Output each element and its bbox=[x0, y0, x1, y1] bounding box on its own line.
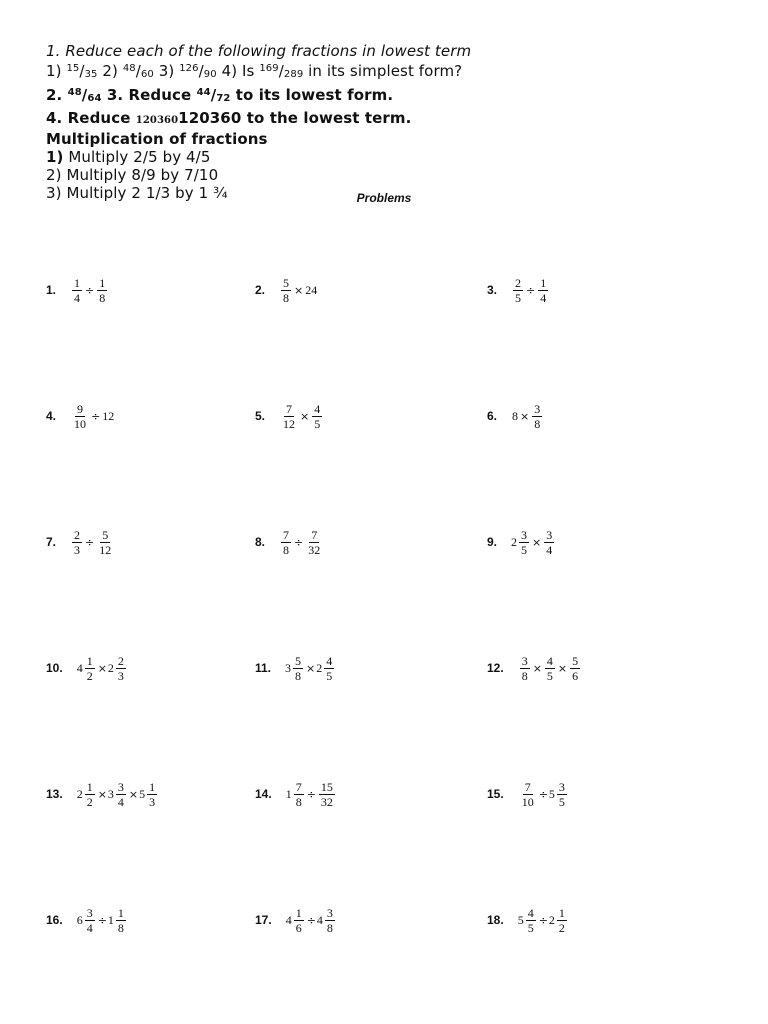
fraction-numerator: 5 bbox=[295, 653, 302, 668]
fraction bbox=[520, 655, 530, 682]
fraction-numerator: 3 bbox=[558, 779, 565, 794]
instruction-line-7 bbox=[46, 166, 746, 184]
multiply-sign: × bbox=[294, 283, 304, 297]
fraction-numerator: 1 bbox=[86, 779, 93, 794]
problem-number: 11. bbox=[255, 661, 272, 675]
problem-expression bbox=[511, 529, 556, 556]
fraction-numerator: 1 bbox=[540, 275, 547, 290]
multiply-sign: × bbox=[306, 661, 316, 675]
fraction-denominator: 2 bbox=[86, 794, 93, 809]
fraction bbox=[557, 907, 567, 934]
problem-number: 15. bbox=[487, 787, 504, 801]
divide-sign: ÷ bbox=[306, 913, 316, 927]
problem-expression bbox=[285, 655, 336, 682]
item-label: 3) bbox=[153, 62, 180, 81]
fraction bbox=[97, 277, 107, 304]
fraction-numerator: 7 bbox=[311, 527, 318, 542]
fraction-numerator: 7 bbox=[283, 527, 290, 542]
mixed-whole-part: 3 bbox=[285, 660, 292, 675]
divide-sign: ÷ bbox=[85, 535, 95, 549]
fraction-denominator: 8 bbox=[534, 416, 541, 431]
problem-expression bbox=[286, 907, 337, 934]
multiply-sign: × bbox=[557, 661, 568, 675]
fraction-denominator: 32 bbox=[308, 542, 321, 557]
fraction-denominator: 4 bbox=[117, 794, 124, 809]
problem-expression bbox=[511, 277, 550, 304]
item-label: 4. Reduce bbox=[46, 108, 136, 127]
fraction-denominator: 5 bbox=[314, 416, 321, 431]
fraction-denominator: 5 bbox=[521, 542, 528, 557]
problem-number: 7. bbox=[46, 535, 57, 549]
mixed-whole-part: 2 bbox=[511, 534, 518, 549]
problem-number: 3. bbox=[487, 283, 498, 297]
fraction-denominator: 35 bbox=[84, 69, 98, 81]
item-label: 2. bbox=[46, 86, 68, 105]
fraction-denominator: 2 bbox=[558, 920, 565, 935]
fraction-denominator: 4 bbox=[86, 920, 93, 935]
question-text: in its simplest form? bbox=[303, 62, 463, 81]
fraction bbox=[72, 403, 88, 430]
fraction-denominator: 64 bbox=[87, 93, 102, 105]
problem-number: 12. bbox=[487, 661, 504, 675]
fraction bbox=[294, 781, 304, 808]
fraction bbox=[520, 781, 536, 808]
instruction-text: 1. Reduce each of the following fractions in lowest term bbox=[46, 42, 472, 60]
problem-expression bbox=[511, 403, 544, 430]
mixed-whole-part: 5 bbox=[139, 786, 146, 801]
instruction-line-2: 1) $^{15}$/35 2) $^{48}$/60 3) $^{126}$/90 4) Is $^{169}$/289 in its simplest form? bbox=[46, 62, 463, 81]
question-text: 2) Multiply 8/9 by 7/10 bbox=[46, 166, 219, 185]
divide-sign: ÷ bbox=[538, 913, 548, 927]
fraction-numerator: 1 bbox=[558, 905, 565, 920]
fraction bbox=[85, 907, 95, 934]
fraction-numerator: 3 bbox=[546, 527, 553, 542]
problem-expression bbox=[70, 277, 109, 304]
fraction bbox=[306, 529, 322, 556]
fraction-numerator: 126 bbox=[179, 63, 199, 75]
problem-number: 1. bbox=[46, 283, 57, 297]
fraction-denominator: 32 bbox=[320, 794, 333, 809]
fraction-numerator: 1 bbox=[149, 779, 156, 794]
fraction-numerator: 3 bbox=[326, 905, 333, 920]
fraction-denominator: 60 bbox=[140, 69, 154, 81]
question-text: 120360 to the lowest term. bbox=[178, 108, 412, 127]
fraction-denominator: 5 bbox=[558, 794, 565, 809]
instruction-line-6 bbox=[46, 148, 746, 166]
fraction-denominator: 8 bbox=[283, 290, 290, 305]
fraction bbox=[526, 907, 536, 934]
problem-expression bbox=[279, 403, 324, 430]
fraction-denominator: 3 bbox=[149, 794, 156, 809]
fraction-numerator: 7 bbox=[295, 779, 302, 794]
fraction-denominator: 8 bbox=[99, 290, 106, 305]
mixed-whole-part: 1 bbox=[285, 786, 292, 801]
problem-item bbox=[487, 774, 569, 814]
divide-sign: ÷ bbox=[85, 283, 95, 297]
fraction-denominator: 5 bbox=[546, 668, 553, 683]
multiply-sign: × bbox=[97, 787, 107, 801]
instruction-line-4 bbox=[46, 109, 746, 130]
mixed-whole-part: 4 bbox=[76, 660, 83, 675]
problem-item bbox=[487, 270, 550, 310]
divide-sign: ÷ bbox=[97, 913, 107, 927]
problem-item bbox=[255, 648, 336, 688]
section-heading-text: Multiplication of fractions bbox=[46, 129, 268, 148]
fraction-numerator: 7 bbox=[286, 401, 293, 416]
mixed-whole-part: 4 bbox=[285, 912, 292, 927]
multiply-sign: × bbox=[128, 787, 139, 801]
fraction-numerator: 1 bbox=[86, 653, 93, 668]
mixed-whole-part: 6 bbox=[76, 912, 83, 927]
problem-item bbox=[255, 270, 318, 310]
fraction bbox=[513, 277, 523, 304]
multiply-sign: × bbox=[520, 409, 530, 423]
fraction-denominator: 8 bbox=[295, 668, 302, 683]
fraction-numerator: 5 bbox=[283, 275, 290, 290]
fraction-denominator: 5 bbox=[515, 290, 522, 305]
fraction bbox=[538, 277, 548, 304]
fraction-numerator: 1 bbox=[295, 905, 302, 920]
fraction-denominator: 8 bbox=[117, 920, 124, 935]
fraction-denominator: 5 bbox=[527, 920, 534, 935]
fraction-denominator: 6 bbox=[295, 920, 302, 935]
mixed-whole-part: 2 bbox=[107, 660, 114, 675]
fraction-denominator: 90 bbox=[203, 69, 217, 81]
problem-item bbox=[487, 522, 556, 562]
problem-number: 5. bbox=[255, 409, 266, 423]
item-label: 1) bbox=[46, 62, 67, 81]
fraction bbox=[319, 781, 335, 808]
fraction-numerator: 4 bbox=[527, 905, 534, 920]
problem-item bbox=[255, 522, 324, 562]
multiply-sign: × bbox=[97, 661, 107, 675]
fraction-numerator: 2 bbox=[74, 527, 81, 542]
fraction-denominator: 12 bbox=[283, 416, 296, 431]
fraction-numerator: 2 bbox=[117, 653, 124, 668]
fraction bbox=[294, 907, 304, 934]
problem-item bbox=[46, 648, 128, 688]
fraction bbox=[85, 655, 95, 682]
fraction bbox=[312, 403, 322, 430]
fraction-numerator: 2 bbox=[515, 275, 522, 290]
fraction-numerator: 15 bbox=[66, 63, 80, 75]
problem-expression bbox=[286, 781, 337, 808]
fraction bbox=[281, 529, 291, 556]
fraction-denominator: 4 bbox=[546, 542, 553, 557]
question-text: Multiply 2/5 by 4/5 bbox=[63, 148, 211, 167]
fraction-numerator: 1 bbox=[117, 905, 124, 920]
fraction-numerator: 169 bbox=[259, 63, 279, 75]
mixed-whole-part: 1 bbox=[107, 912, 114, 927]
fraction-numerator: 44 bbox=[196, 87, 211, 99]
fraction-denominator: 6 bbox=[572, 668, 579, 683]
fraction bbox=[293, 655, 303, 682]
whole-number: 12 bbox=[102, 408, 115, 423]
problem-item bbox=[255, 774, 337, 814]
small-number: 120360 bbox=[135, 114, 179, 126]
item-label: 2) bbox=[97, 62, 123, 81]
fraction bbox=[532, 403, 542, 430]
fraction-denominator: 3 bbox=[117, 668, 124, 683]
fraction bbox=[85, 781, 95, 808]
fraction-numerator: 1 bbox=[74, 275, 81, 290]
problem-expression bbox=[70, 403, 115, 430]
problem-number: 14. bbox=[255, 787, 272, 801]
problem-number: 13. bbox=[46, 787, 63, 801]
fraction bbox=[545, 655, 555, 682]
fraction bbox=[116, 907, 126, 934]
fraction bbox=[324, 655, 334, 682]
problem-expression bbox=[279, 277, 318, 304]
question-text: 3) Multiply 2 1/3 by 1 ¾ bbox=[46, 184, 228, 203]
fraction-denominator: 8 bbox=[326, 920, 333, 935]
fraction-denominator: 12 bbox=[99, 542, 112, 557]
problem-expression bbox=[279, 529, 324, 556]
problem-expression bbox=[70, 529, 115, 556]
problem-item bbox=[255, 396, 324, 436]
fraction-denominator: 8 bbox=[295, 794, 302, 809]
fraction bbox=[519, 529, 529, 556]
divide-sign: ÷ bbox=[91, 409, 101, 423]
item-label: 3. Reduce bbox=[101, 86, 197, 105]
problem-item bbox=[487, 900, 569, 940]
fraction bbox=[72, 529, 82, 556]
multiply-sign: × bbox=[300, 409, 310, 423]
problem-expression bbox=[518, 781, 569, 808]
problem-number: 17. bbox=[255, 913, 272, 927]
divide-sign: ÷ bbox=[538, 787, 548, 801]
divide-sign: ÷ bbox=[294, 535, 304, 549]
fraction bbox=[116, 781, 126, 808]
fraction-numerator: 3 bbox=[521, 653, 528, 668]
item-label: 4) Is bbox=[216, 62, 260, 81]
fraction-numerator: 4 bbox=[326, 653, 333, 668]
fraction-numerator: 3 bbox=[117, 779, 124, 794]
problem-number: 10. bbox=[46, 661, 63, 675]
fraction bbox=[72, 277, 82, 304]
fraction bbox=[281, 277, 291, 304]
problem-item bbox=[46, 270, 109, 310]
problem-item bbox=[46, 396, 115, 436]
fraction-numerator: 5 bbox=[102, 527, 109, 542]
fraction bbox=[97, 529, 113, 556]
multiply-sign: × bbox=[532, 661, 542, 675]
problem-number: 8. bbox=[255, 535, 266, 549]
multiply-sign: × bbox=[532, 535, 542, 549]
instructions-header bbox=[46, 42, 746, 203]
fraction-numerator: 9 bbox=[77, 401, 84, 416]
problem-item bbox=[46, 522, 115, 562]
question-text: to its lowest form. bbox=[230, 86, 394, 105]
problem-number: 6. bbox=[487, 409, 498, 423]
fraction-numerator: 15 bbox=[320, 779, 333, 794]
problem-number: 16. bbox=[46, 913, 63, 927]
fraction-numerator: 3 bbox=[534, 401, 541, 416]
problem-item bbox=[487, 396, 544, 436]
fraction-numerator: 4 bbox=[314, 401, 321, 416]
problem-number: 4. bbox=[46, 409, 57, 423]
item-label: 1) bbox=[46, 148, 64, 167]
instruction-line-1 bbox=[46, 42, 746, 60]
mixed-whole-part: 2 bbox=[316, 660, 323, 675]
problem-number: 2. bbox=[255, 283, 266, 297]
problem-item bbox=[46, 774, 159, 814]
fraction-denominator: 2 bbox=[86, 668, 93, 683]
problem-expression bbox=[518, 907, 569, 934]
fraction-numerator: 4 bbox=[546, 653, 553, 668]
problem-expression bbox=[77, 781, 159, 808]
problem-item bbox=[487, 648, 582, 688]
fraction-denominator: 289 bbox=[283, 69, 304, 81]
section-heading bbox=[46, 130, 746, 148]
problem-item bbox=[255, 900, 337, 940]
fraction-denominator: 8 bbox=[283, 542, 290, 557]
whole-number: 8 bbox=[512, 408, 519, 423]
fraction-denominator: 4 bbox=[540, 290, 547, 305]
fraction-denominator: 5 bbox=[326, 668, 333, 683]
mixed-whole-part: 3 bbox=[107, 786, 114, 801]
problem-expression bbox=[77, 655, 128, 682]
problem-number: 18. bbox=[487, 913, 504, 927]
problem-expression bbox=[518, 655, 582, 682]
fraction-denominator: 3 bbox=[74, 542, 81, 557]
instruction-line-3: 2. $^{48}$/64 3. Reduce $^{44}$/72 to its lowest form. bbox=[46, 86, 394, 105]
fraction-numerator: 7 bbox=[524, 779, 531, 794]
fraction bbox=[116, 655, 126, 682]
fraction bbox=[570, 655, 580, 682]
fraction-numerator: 3 bbox=[86, 905, 93, 920]
fraction-denominator: 4 bbox=[74, 290, 81, 305]
problem-item bbox=[46, 900, 128, 940]
problem-expression bbox=[77, 907, 128, 934]
mixed-whole-part: 2 bbox=[76, 786, 83, 801]
mixed-whole-part: 2 bbox=[548, 912, 555, 927]
whole-number: 24 bbox=[305, 282, 318, 297]
divide-sign: ÷ bbox=[306, 787, 316, 801]
problem-number: 9. bbox=[487, 535, 498, 549]
fraction-denominator: 10 bbox=[521, 794, 534, 809]
divide-sign: ÷ bbox=[526, 283, 536, 297]
mixed-whole-part: 4 bbox=[316, 912, 323, 927]
fraction-denominator: 72 bbox=[216, 93, 231, 105]
fraction-numerator: 3 bbox=[521, 527, 528, 542]
fraction bbox=[325, 907, 335, 934]
fraction-denominator: 10 bbox=[74, 416, 87, 431]
fraction-numerator: 5 bbox=[572, 653, 579, 668]
fraction bbox=[544, 529, 554, 556]
mixed-whole-part: 5 bbox=[548, 786, 555, 801]
fraction bbox=[281, 403, 297, 430]
mixed-whole-part: 5 bbox=[517, 912, 524, 927]
fraction-numerator: 1 bbox=[99, 275, 106, 290]
fraction-numerator: 48 bbox=[67, 87, 82, 99]
problems-title: Problems bbox=[356, 191, 412, 205]
fraction-numerator: 48 bbox=[122, 63, 136, 75]
fraction bbox=[147, 781, 157, 808]
fraction bbox=[557, 781, 567, 808]
fraction-denominator: 8 bbox=[521, 668, 528, 683]
